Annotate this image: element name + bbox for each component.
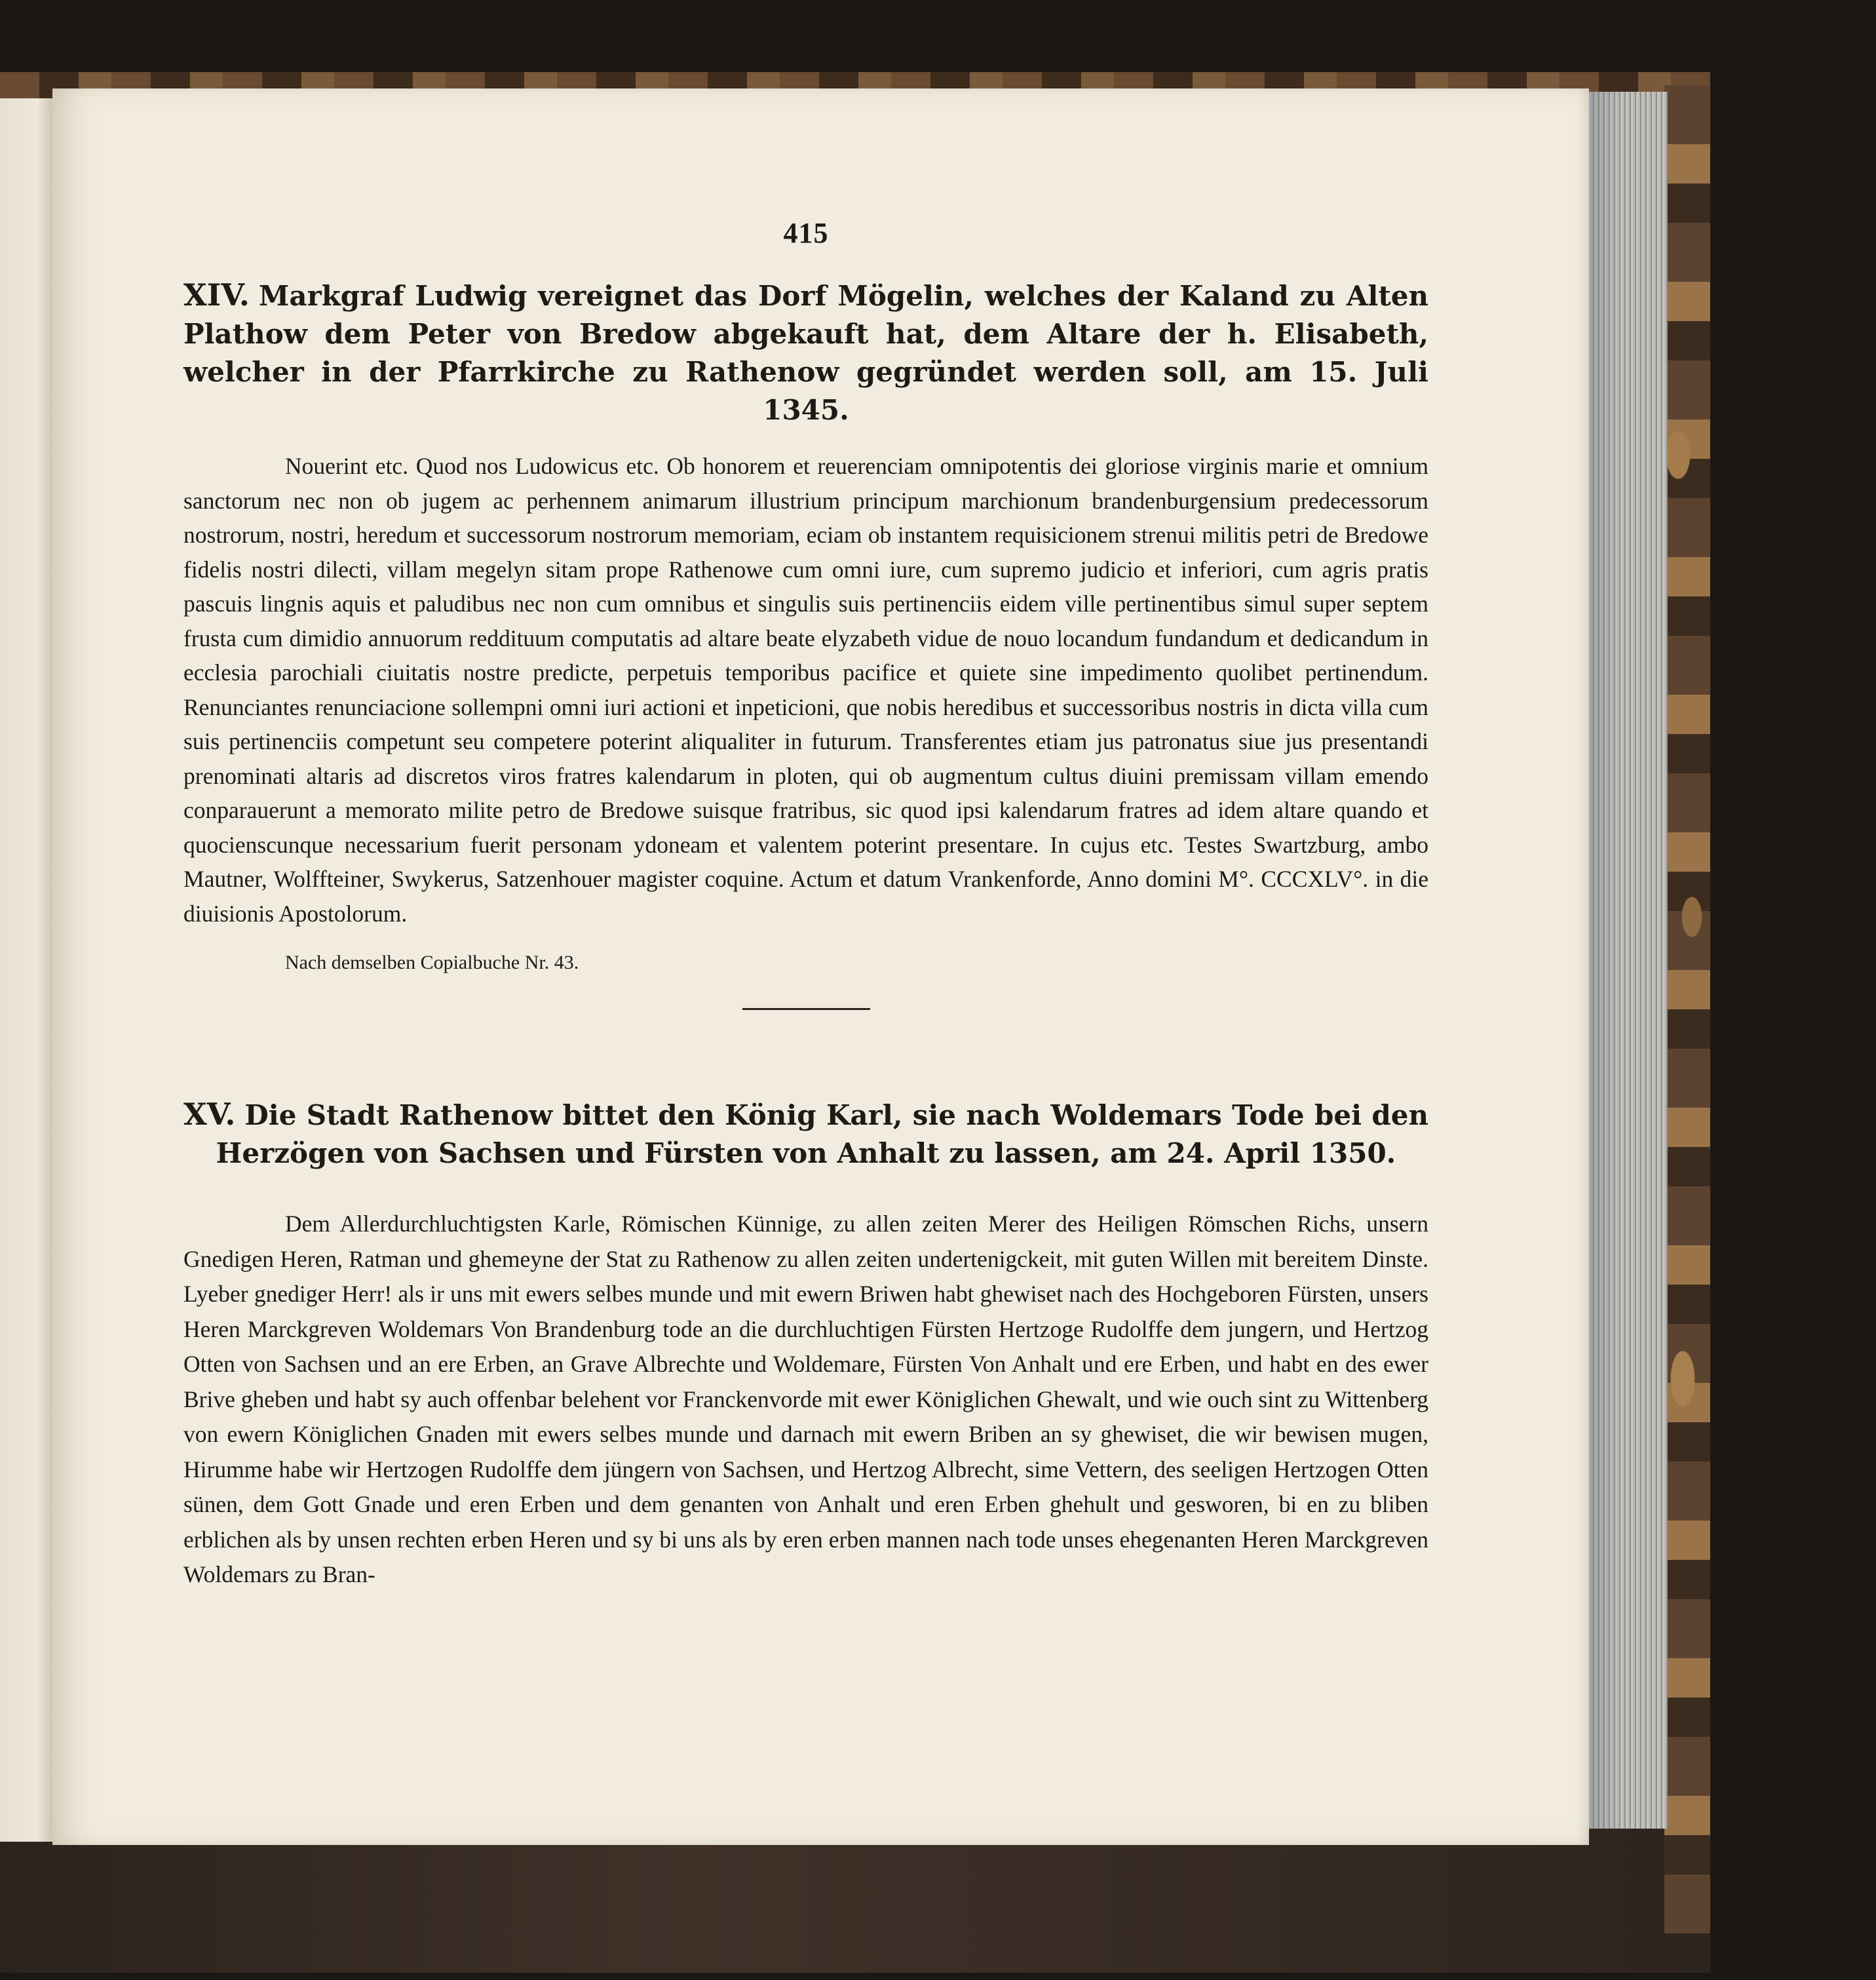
section-xiv-text: Nouerint etc. Quod nos Ludowicus etc. Ob honorem et reuerenciam omnipotentis dei gloriose virginis marie et omnium sanctorum nec non ob jugem ac perhennem animarum illustrium principum marchionum brandenburgensium predecessorum nostrorum, nostri, heredum et successorum nostrorum memoriam, eciam ob instantem requisicionem strenui militis petri de Bredowe fidelis nostri dilecti, villam megelyn sitam prope Rathenowe cum omni iure, cum supremo judicio et inferiori, cum agris pratis pascuis lingnis aquis et paludibus nec non cum omnibus et singulis suis pertinenciis eidem ville pertinentibus simul super septem frusta cum dimidio annuorum reddituum computatis ad altare beate elyzabeth vidue de nouo locandum fundandum et dedicandum in ecclesia parochiali ciuitatis nostre predicte, perpetuis temporibus pacifice et quiete sine impedimento quolibet pertinendum. Renunciantes renunciacione sollempni omni iuri actioni et inpeticioni, que nobis heredibus et successoribus nostris in dicta villa cum suis pertinenciis competunt seu competere poterint aliqualiter in futurum. Transferentes etiam jus patronatus siue jus presentandi prenominati altaris ad discretos viros fratres kalendarum in ploten, qui ob augmentum cultus diuini premissam villam emendo conparauerunt a memorato milite petro de Bredowe suisque fratribus, sic quod ipsi kalendarum fratres ad idem altare quando et quocienscunque necessarium fuerit personam ydoneam et valentem poterint presentare. In cujus etc. Testes Swartzburg, ambo Mautner, Wolffteiner, Swykerus, Satzenhouer magister coquine. Actum et datum Vrankenforde, Anno domini M°. CCCXLV°. in die diuisionis Apostolorum.	[183, 453, 1428, 927]
section-xv-heading	[183, 1095, 1428, 1173]
marbled-binding	[1664, 85, 1710, 1933]
page-number: 415	[783, 217, 829, 249]
section-divider	[742, 1008, 870, 1010]
section-xv-title: Die Stadt Rathenow bittet den König Karl, sie nach Woldemars Tode bei den Herzögen von Sachsen und Fürsten von Anhalt zu lassen, am 24. April 1350.	[216, 1099, 1428, 1169]
section-xv-text: Dem Allerdurchluchtigsten Karle, Römischen Künnige, zu allen zeiten Merer des Heiligen Römschen Richs, unsern Gnedigen Heren, Ratman und ghemeyne der Stat zu Rathenow zu allen zeiten undertenigckeit, mit guten Willen mit bereitem Dinste. Lyeber gnediger Herr! als ir uns mit ewers selbes munde und mit ewern Briwen habt ghewiset nach des Hochgeboren Fürsten, unsers Heren Marckgreven Woldemars Von Brandenburg tode an die durchluchtigen Fürsten Hertzoge Rudolffe dem jungern, und Hertzog Otten von Sachsen und an ere Erben, an Grave Albrechte und Woldemare, Fürsten Von Anhalt und ere Erben, und habt en des ewer Brive gheben und habt sy auch offenbar belehent vor Franckenvorde mit ewer Königlichen Ghewalt, und wie ouch sint zu Wittenberg von ewern Königlichen Gnaden mit ewers selbes munde und darnach mit ewern Briben an sy ghewiset, die wir bewisen mugen, Hirumme habe wir Hertzogen Rudolffe dem jüngern von Sachsen, und Hertzog Albrecht, sime Vettern, des seeligen Hertzogen Otten sünen, dem Gott Gnade und eren Erben und dem genanten von Anhalt und eren Erben ghehult und gesworen, bi en zu bliben erblichen als by unsen rechten erben Heren und sy bi uns als by eren erben mannen nach tode unses ehegenanten Heren Marckgreven Woldemars zu Bran-	[183, 1211, 1428, 1587]
page-content	[183, 216, 1428, 1593]
section-xiv-source: Nach demselben Copialbuche Nr. 43.	[285, 952, 579, 973]
left-page-edge	[0, 98, 52, 1842]
section-xv-numeral: XV.	[183, 1097, 236, 1132]
page-edges-shadow	[1586, 92, 1618, 1829]
section-xiv-numeral: XIV.	[183, 277, 250, 313]
section-xiv-heading	[183, 276, 1428, 429]
book-page	[52, 88, 1589, 1845]
section-xiv-title: Markgraf Ludwig vereignet das Dorf Mögelin, welches der Kaland zu Alten Plathow dem Peter von Bredow abgekauft hat, dem Altare der h. Elisabeth, welcher in der Pfarrkirche zu Rathenow gegründet werden soll, am 15. Juli 1345.	[183, 280, 1428, 426]
